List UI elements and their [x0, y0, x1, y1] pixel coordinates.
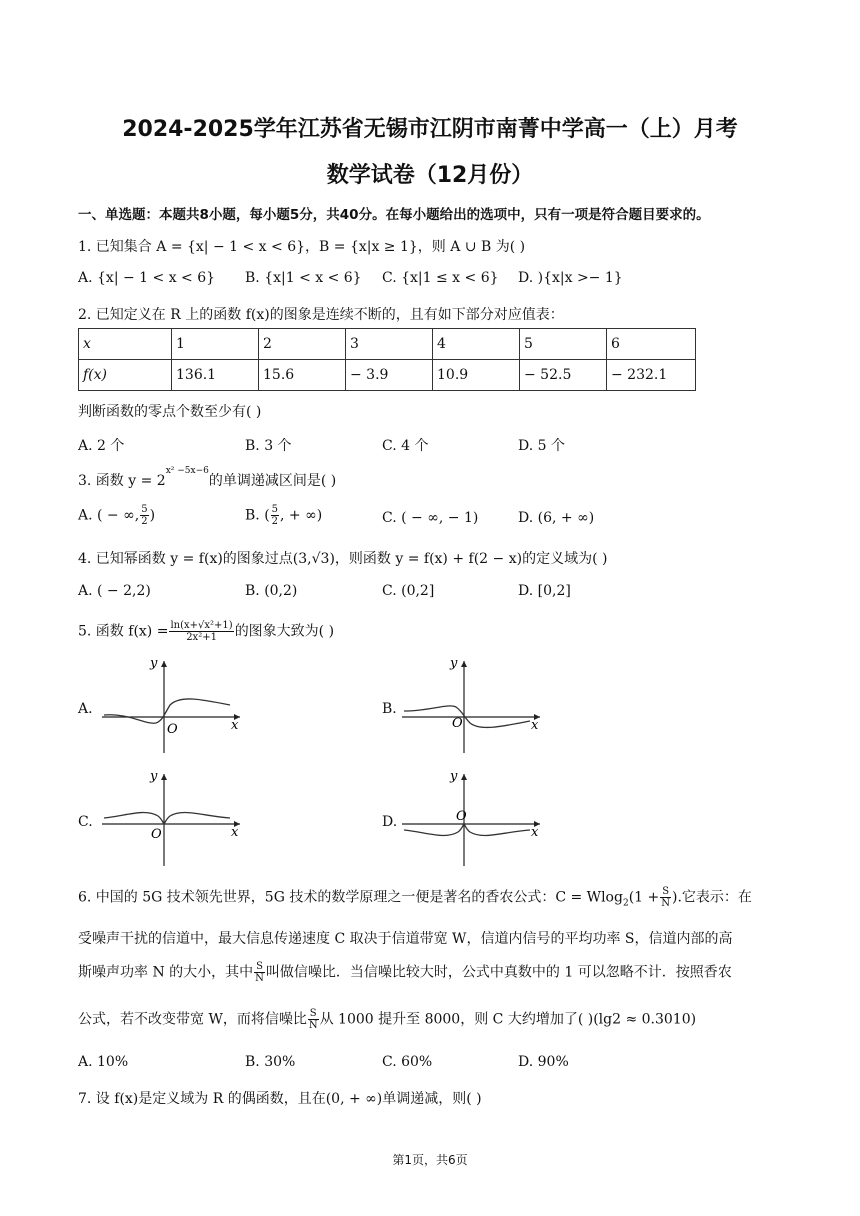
- fraction-num: S: [309, 1008, 317, 1019]
- q3-option-c: C. ( − ∞, − 1): [382, 510, 479, 526]
- table-cell: − 3.9: [346, 360, 433, 391]
- q3-a-post: ): [149, 507, 156, 524]
- table-cell: − 232.1: [607, 360, 696, 391]
- table-cell: 5: [520, 329, 607, 360]
- q2-option-c: C. 4 个: [382, 438, 429, 454]
- table-cell: 136.1: [172, 360, 259, 391]
- function-curve: [104, 699, 230, 723]
- q6-option-c: C. 60%: [382, 1054, 433, 1070]
- origin-label: O: [452, 716, 463, 731]
- q4-option-a: A. ( − 2,2): [78, 583, 151, 599]
- q3-option-a: [78, 504, 155, 527]
- fraction: [660, 886, 671, 909]
- y-axis-arrow: [161, 774, 167, 780]
- graph-label-a: A.: [78, 701, 93, 717]
- y-axis-arrow: [461, 661, 467, 667]
- q3-exponent: x² −5x−6: [165, 466, 209, 477]
- q6-option-d: D. 90%: [518, 1054, 569, 1070]
- table-cell: 1: [172, 329, 259, 360]
- fraction-num: S: [256, 961, 263, 972]
- table-cell: 4: [433, 329, 520, 360]
- origin-label: O: [151, 827, 162, 842]
- q3-stem-pre: 3. 函数 y = 2: [78, 473, 166, 489]
- graph-label-c: C.: [78, 814, 93, 830]
- question-2-stem: 2. 已知定义在 R 上的函数 f(x)的图象是连续不断的，且有如下部分对应值表：: [78, 307, 564, 323]
- q6-l1-pre: 6. 中国的 5G 技术领先世界，5G 技术的数学原理之一便是著名的香农公式：C = Wlog: [78, 889, 623, 906]
- y-axis-label: y: [450, 656, 458, 671]
- table-header-fx: f(x): [79, 360, 172, 391]
- question-3-stem: [78, 466, 337, 490]
- fraction-den: N: [255, 973, 264, 984]
- q3-stem-post: 的单调递减区间是( ): [208, 473, 337, 489]
- table-row-x: [79, 329, 696, 360]
- question-4-stem: 4. 已知幂函数 y = f(x)的图象过点(3,√3)，则函数 y = f(x) + f(2 − x)的定义域为( ): [78, 551, 608, 567]
- fraction-den: N: [661, 898, 670, 909]
- question-5-stem: [78, 620, 334, 643]
- question-6-line-4: [78, 1008, 696, 1031]
- q3-option-b: [245, 504, 322, 527]
- table-row-fx: [79, 360, 696, 391]
- q4-option-b: B. (0,2): [245, 583, 298, 599]
- q6-l3-post: 叫做信噪比．当信噪比较大时，公式中真数中的 1 可以忽略不计．按照香农: [265, 964, 732, 981]
- x-axis-label: x: [531, 718, 539, 733]
- question-6-line-1: [78, 886, 752, 909]
- value-table: [78, 328, 696, 391]
- q6-l1-sub: 2: [622, 898, 629, 909]
- question-7-stem: 7. 设 f(x)是定义域为 R 的偶函数，且在(0, + ∞)单调递减，则( ): [78, 1091, 482, 1107]
- function-curve: [404, 824, 530, 835]
- x-axis-label: x: [531, 825, 539, 840]
- page-title-line2: 数学试卷（12月份）: [326, 163, 534, 188]
- origin-label: O: [167, 722, 178, 737]
- table-cell: − 52.5: [520, 360, 607, 391]
- x-axis-label: x: [231, 825, 239, 840]
- q6-l1-mid: (1 +: [628, 889, 660, 906]
- fraction-den: 2: [141, 516, 148, 527]
- q6-l4-post: 从 1000 提升至 8000，则 C 大约增加了( )(lg2 ≈ 0.3010): [319, 1011, 697, 1028]
- table-cell: 10.9: [433, 360, 520, 391]
- function-curve: [104, 813, 230, 824]
- table-cell: 3: [346, 329, 433, 360]
- origin-label: O: [456, 809, 467, 824]
- q6-l1-post: ).它表示：在: [672, 889, 752, 906]
- q4-option-d: D. [0,2]: [518, 583, 571, 599]
- page-title-line1: 2024-2025学年江苏省无锡市江阴市南菁中学高一（上）月考: [122, 117, 738, 142]
- q6-option-a: A. 10%: [78, 1054, 129, 1070]
- graph-d: [400, 768, 550, 868]
- q5-stem-pre: 5. 函数 f(x) =: [78, 623, 169, 640]
- fraction: [271, 504, 279, 527]
- fraction-den: 2x²+1: [186, 632, 217, 643]
- section-header: 一、单选题：本题共8小题，每小题5分，共40分。在每小题给出的选项中，只有一项是符合题目要求的。: [78, 207, 710, 223]
- graph-c: [100, 768, 250, 868]
- y-axis-label: y: [450, 769, 458, 784]
- q2-option-d: D. 5 个: [518, 438, 565, 454]
- q3-option-d: D. (6, + ∞): [518, 510, 595, 526]
- y-axis-label: y: [150, 769, 158, 784]
- q1-option-a: A. {x| − 1 < x < 6}: [78, 270, 216, 286]
- q5-stem-post: 的图象大致为( ): [234, 623, 335, 640]
- graph-a: [100, 655, 250, 755]
- fraction-num: S: [662, 886, 670, 897]
- y-axis-arrow: [461, 774, 467, 780]
- table-cell: 2: [259, 329, 346, 360]
- graph-label-d: D.: [382, 814, 398, 830]
- x-axis-label: x: [231, 718, 239, 733]
- fraction: [169, 620, 233, 643]
- fraction: [308, 1008, 319, 1031]
- q3-b-post: , + ∞): [280, 507, 323, 524]
- fraction-den: N: [308, 1020, 318, 1031]
- y-axis-arrow: [161, 661, 167, 667]
- question-2-prompt: 判断函数的零点个数至少有( ): [78, 404, 262, 420]
- q6-l3-pre: 斯噪声功率 N 的大小，其中: [78, 964, 254, 981]
- page-footer: 第1页，共6页: [392, 1153, 468, 1167]
- fraction-num: 5: [271, 504, 279, 515]
- fraction: [254, 961, 265, 984]
- q6-l4-pre: 公式，若不改变带宽 W，而将信噪比: [78, 1011, 307, 1028]
- fraction: [140, 504, 148, 527]
- q1-option-b: B. {x|1 < x < 6}: [245, 270, 362, 286]
- question-6-line-3: [78, 961, 732, 984]
- q2-option-a: A. 2 个: [78, 438, 125, 454]
- question-6-line-2: 受噪声干扰的信道中，最大信息传递速度 C 取决于信道带宽 W，信道内信号的平均功率 S，信道内部的高: [78, 931, 733, 947]
- q2-option-b: B. 3 个: [245, 438, 292, 454]
- graph-b: [400, 655, 550, 755]
- q1-option-d: D. ){x|x >− 1}: [518, 270, 623, 286]
- fraction-num: 5: [141, 504, 148, 515]
- y-axis-label: y: [150, 656, 158, 671]
- table-cell: 15.6: [259, 360, 346, 391]
- table-cell: 6: [607, 329, 696, 360]
- q1-option-c: C. {x|1 ≤ x < 6}: [382, 270, 499, 286]
- q3-a-pre: A. ( − ∞,: [78, 507, 140, 524]
- q4-option-c: C. (0,2]: [382, 583, 435, 599]
- fraction-den: 2: [271, 516, 279, 527]
- question-1-stem: 1. 已知集合 A = {x| − 1 < x < 6}，B = {x|x ≥ 1}，则 A ∪ B 为( ): [78, 239, 526, 255]
- fraction-num: ln(x+√x²+1): [170, 620, 233, 631]
- q3-b-pre: B. (: [245, 507, 270, 524]
- q6-option-b: B. 30%: [245, 1054, 296, 1070]
- graph-label-b: B.: [382, 701, 397, 717]
- table-header-x: x: [79, 329, 172, 360]
